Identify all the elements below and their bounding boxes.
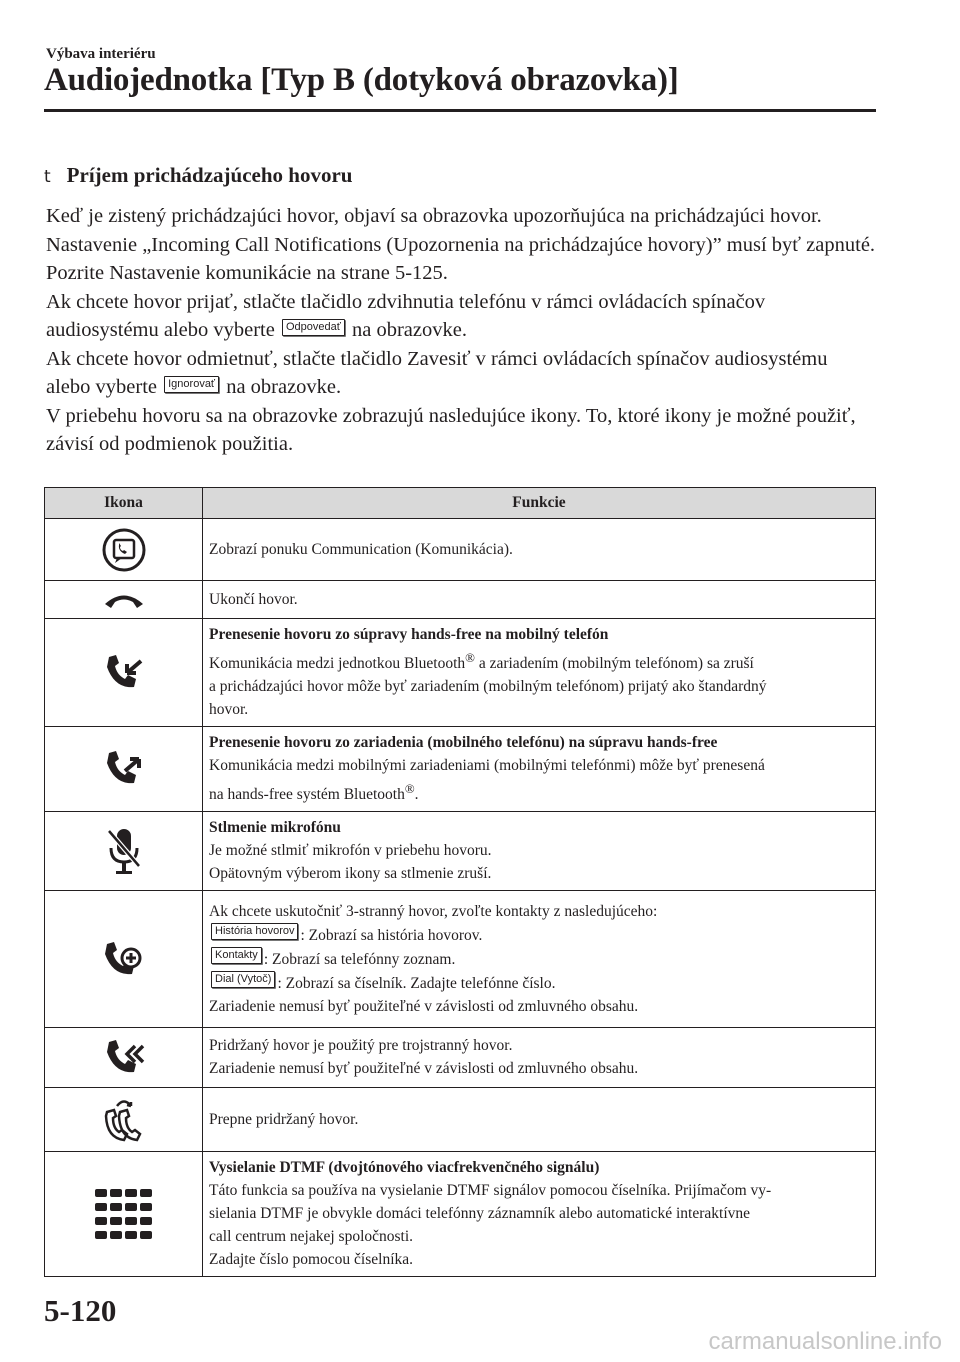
text: Ak chcete hovor prijať, stlačte tlačidlo zdvihnutia telefónu v rámci ovládacích spínačov audiosystému alebo vyberte: [46, 290, 766, 341]
table-row: [45, 891, 876, 1028]
icon-table: [44, 487, 876, 1277]
line: hovor.: [209, 701, 249, 719]
ignore-button: Ignorovať: [164, 376, 219, 393]
answer-button: Odpovedať: [282, 319, 345, 336]
table-row: [45, 812, 876, 891]
text: : Zobrazí sa číselník. Zadajte telefónne číslo.: [277, 974, 556, 992]
function-text: Ukončí hovor.: [203, 581, 876, 619]
paragraph: [46, 345, 876, 402]
section-label: Výbava interiéru: [46, 46, 156, 62]
line: [209, 971, 869, 995]
watermark: carmanualsonline.info: [708, 1328, 942, 1355]
text: Ak chcete hovor odmietnuť, stlačte tlačidlo Zavesiť v rámci ovládacích spínačov audiosystému alebo vyberte: [46, 347, 828, 398]
table-row: [45, 619, 876, 727]
paragraph: Pozrite Nastavenie komunikácie na strane 5-125.: [46, 262, 448, 284]
mute-microphone-icon: [106, 826, 142, 876]
transfer-to-handsfree-icon: [101, 747, 147, 791]
line: a prichádzajúci hovor môže byť zariadením (mobilným telefónom) prijatý ako štandardný: [209, 678, 767, 696]
line: [209, 923, 869, 947]
header-function: Funkcie: [203, 488, 876, 519]
sub-heading: [44, 163, 352, 188]
line: call centrum nejakej spoločnosti.: [209, 1228, 414, 1246]
function-title: Stlmenie mikrofónu: [209, 819, 341, 837]
registered-mark: ®: [404, 781, 415, 797]
registered-mark: ®: [465, 650, 475, 665]
text: na hands-free systém Bluetooth: [209, 786, 405, 804]
function-title: Prenesenie hovoru zo zariadenia (mobilného telefónu) na súpravu hands-free: [209, 734, 718, 752]
page-title: Audiojednotka [Typ B (dotyková obrazovka)]: [44, 62, 679, 98]
paragraph: V priebehu hovoru sa na obrazovke zobrazujú nasledujúce ikony. To, ktoré ikony je možné použiť, závisí od podmienok použitia.: [46, 404, 856, 455]
keypad-icon: [94, 1188, 154, 1240]
line: [209, 777, 869, 806]
dial-button: Dial (Vytoč): [211, 971, 275, 988]
body-text: [46, 202, 876, 459]
hang-up-icon: [102, 589, 146, 611]
text: na obrazovke.: [352, 319, 467, 341]
function-title: Prenesenie hovoru zo súpravy hands-free na mobilný telefón: [209, 626, 609, 643]
bullet-marker: t: [44, 167, 51, 187]
swap-call-icon: [101, 1094, 147, 1146]
communication-icon: [101, 527, 147, 573]
text: a zariadením (mobilným telefónom) sa zruší: [474, 655, 754, 673]
title-rule: [44, 109, 876, 112]
line: Zariadenie nemusí byť použiteľné v závislosti od zmluvného obsahu.: [209, 1060, 639, 1078]
text: na obrazovke.: [226, 376, 342, 398]
line: [209, 646, 869, 675]
line: Zadajte číslo pomocou číselníka.: [209, 1251, 414, 1269]
table-row: [45, 1088, 876, 1152]
paragraph: Keď je zistený prichádzajúci hovor, objaví sa obrazovka upozorňujúca na prichádzajúci hovor. Nastavenie „Incoming Call Notifications (Upozornenia na prichádzajúce hovory)” musí byť zapnuté.: [46, 205, 876, 256]
function-text: Prepne pridržaný hovor.: [203, 1088, 876, 1152]
function-title: Vysielanie DTMF (dvojtónového viacfrekvenčného signálu): [209, 1159, 600, 1177]
line: Ak chcete uskutočniť 3-stranný hovor, zvoľte kontakty z nasledujúceho:: [209, 902, 658, 920]
table-header-row: [45, 488, 876, 519]
line: sielania DTMF je obvykle domáci telefónny záznamník alebo automatické interaktívne: [209, 1205, 751, 1223]
add-call-icon: [101, 936, 147, 982]
text: : Zobrazí sa história hovorov.: [300, 926, 483, 944]
sub-heading-text: Príjem prichádzajúceho hovoru: [66, 163, 353, 187]
table-row: [45, 727, 876, 812]
transfer-to-phone-icon: [101, 651, 147, 695]
table-row: [45, 581, 876, 619]
text: : Zobrazí sa telefónny zoznam.: [263, 950, 456, 968]
table-row: [45, 1028, 876, 1088]
page-number: 5-120: [44, 1293, 117, 1328]
line: Opätovným výberom ikony sa stlmenie zruší.: [209, 865, 492, 883]
contacts-button: Kontakty: [211, 947, 262, 964]
header-icon: Ikona: [45, 488, 203, 519]
line: [209, 947, 869, 971]
table-row: [45, 519, 876, 581]
line: Je možné stlmiť mikrofón v priebehu hovoru.: [209, 842, 492, 860]
line: Pridržaný hovor je použitý pre trojstranný hovor.: [209, 1037, 513, 1055]
paragraph: [46, 288, 876, 345]
function-text: Zobrazí ponuku Communication (Komunikácia).: [203, 519, 876, 581]
line: Zariadenie nemusí byť použiteľné v závislosti od zmluvného obsahu.: [209, 997, 639, 1015]
call-history-button: História hovorov: [211, 923, 298, 940]
text: Komunikácia medzi jednotkou Bluetooth: [209, 655, 466, 673]
merge-call-icon: [101, 1036, 147, 1080]
line: Komunikácia medzi mobilnými zariadeniami (mobilnými telefónmi) môže byť prenesená: [209, 757, 765, 775]
table-row: [45, 1152, 876, 1277]
text: .: [414, 786, 419, 804]
line: Táto funkcia sa používa na vysielanie DTMF signálov pomocou číselníka. Prijímačom vy-: [209, 1182, 772, 1200]
